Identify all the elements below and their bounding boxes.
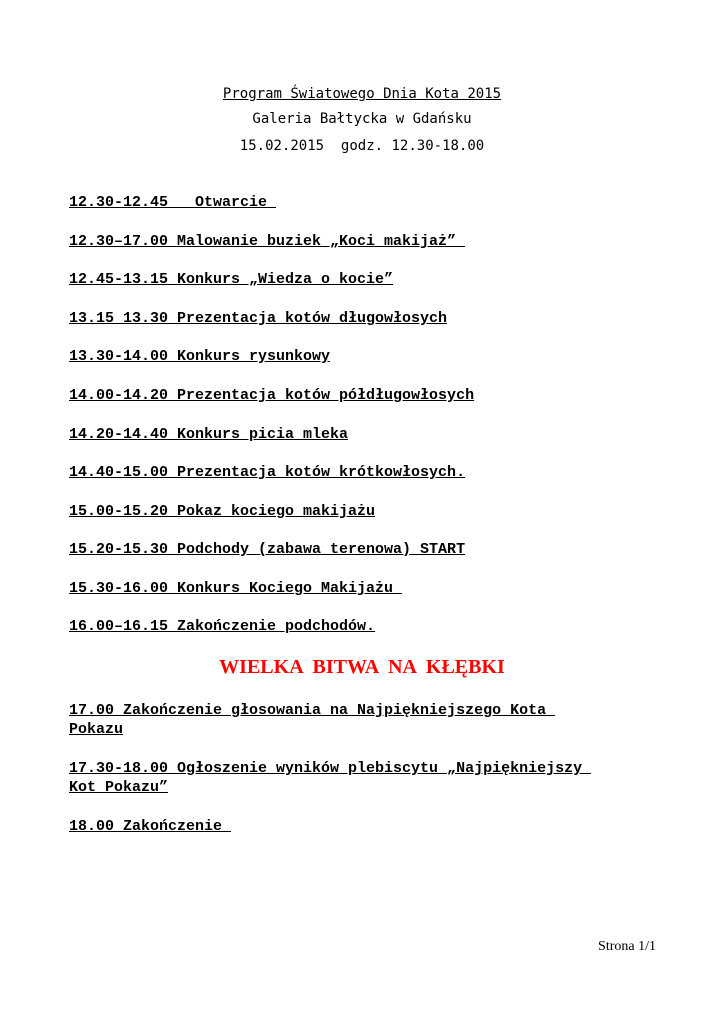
schedule-item: 12.45-13.15 Konkurs „Wiedza o kocie” xyxy=(69,271,394,288)
schedule-item: 14.20-14.40 Konkurs picia mleka xyxy=(69,426,349,443)
schedule-item: 15.30-16.00 Konkurs Kociego Makijażu xyxy=(69,580,403,597)
schedule-item: 15.00-15.20 Pokaz kociego makijażu xyxy=(69,503,376,520)
schedule-item: 13.15 13.30 Prezentacja kotów długowłosych xyxy=(69,310,448,327)
schedule-item: 13.30-14.00 Konkurs rysunkowy xyxy=(69,348,331,365)
schedule-item: 14.40-15.00 Prezentacja kotów krótkowłosych. xyxy=(69,464,466,481)
closing-item: 17.00 Zakończenie głosowania na Najpiękniejszego Kota Pokazu xyxy=(69,702,547,738)
closing-item: 18.00 Zakończenie xyxy=(69,818,232,835)
document-title: Program Światowego Dnia Kota 2015 xyxy=(222,86,502,102)
venue-line: Galeria Bałtycka w Gdańsku xyxy=(252,111,472,127)
schedule-item: 14.00-14.20 Prezentacja kotów półdługowłosych xyxy=(69,387,475,404)
schedule-item: 12.30–17.00 Malowanie buziek „Koci makijaż” xyxy=(69,233,466,250)
date-time-line: 15.02.2015 godz. 12.30-18.00 xyxy=(239,138,485,154)
schedule-item: 15.20-15.30 Podchody (zabawa terenowa) START xyxy=(69,541,466,558)
highlight-heading: WIELKA BITWA NA KŁĘBKI xyxy=(219,656,505,678)
schedule-item: 12.30-12.45 Otwarcie xyxy=(69,194,277,211)
page-number: Strona 1/1 xyxy=(598,939,656,954)
closing-item: 17.30-18.00 Ogłoszenie wyników plebiscytu „Najpiękniejszy Kot Pokazu” xyxy=(69,760,583,796)
schedule-item: 16.00–16.15 Zakończenie podchodów. xyxy=(69,618,376,635)
